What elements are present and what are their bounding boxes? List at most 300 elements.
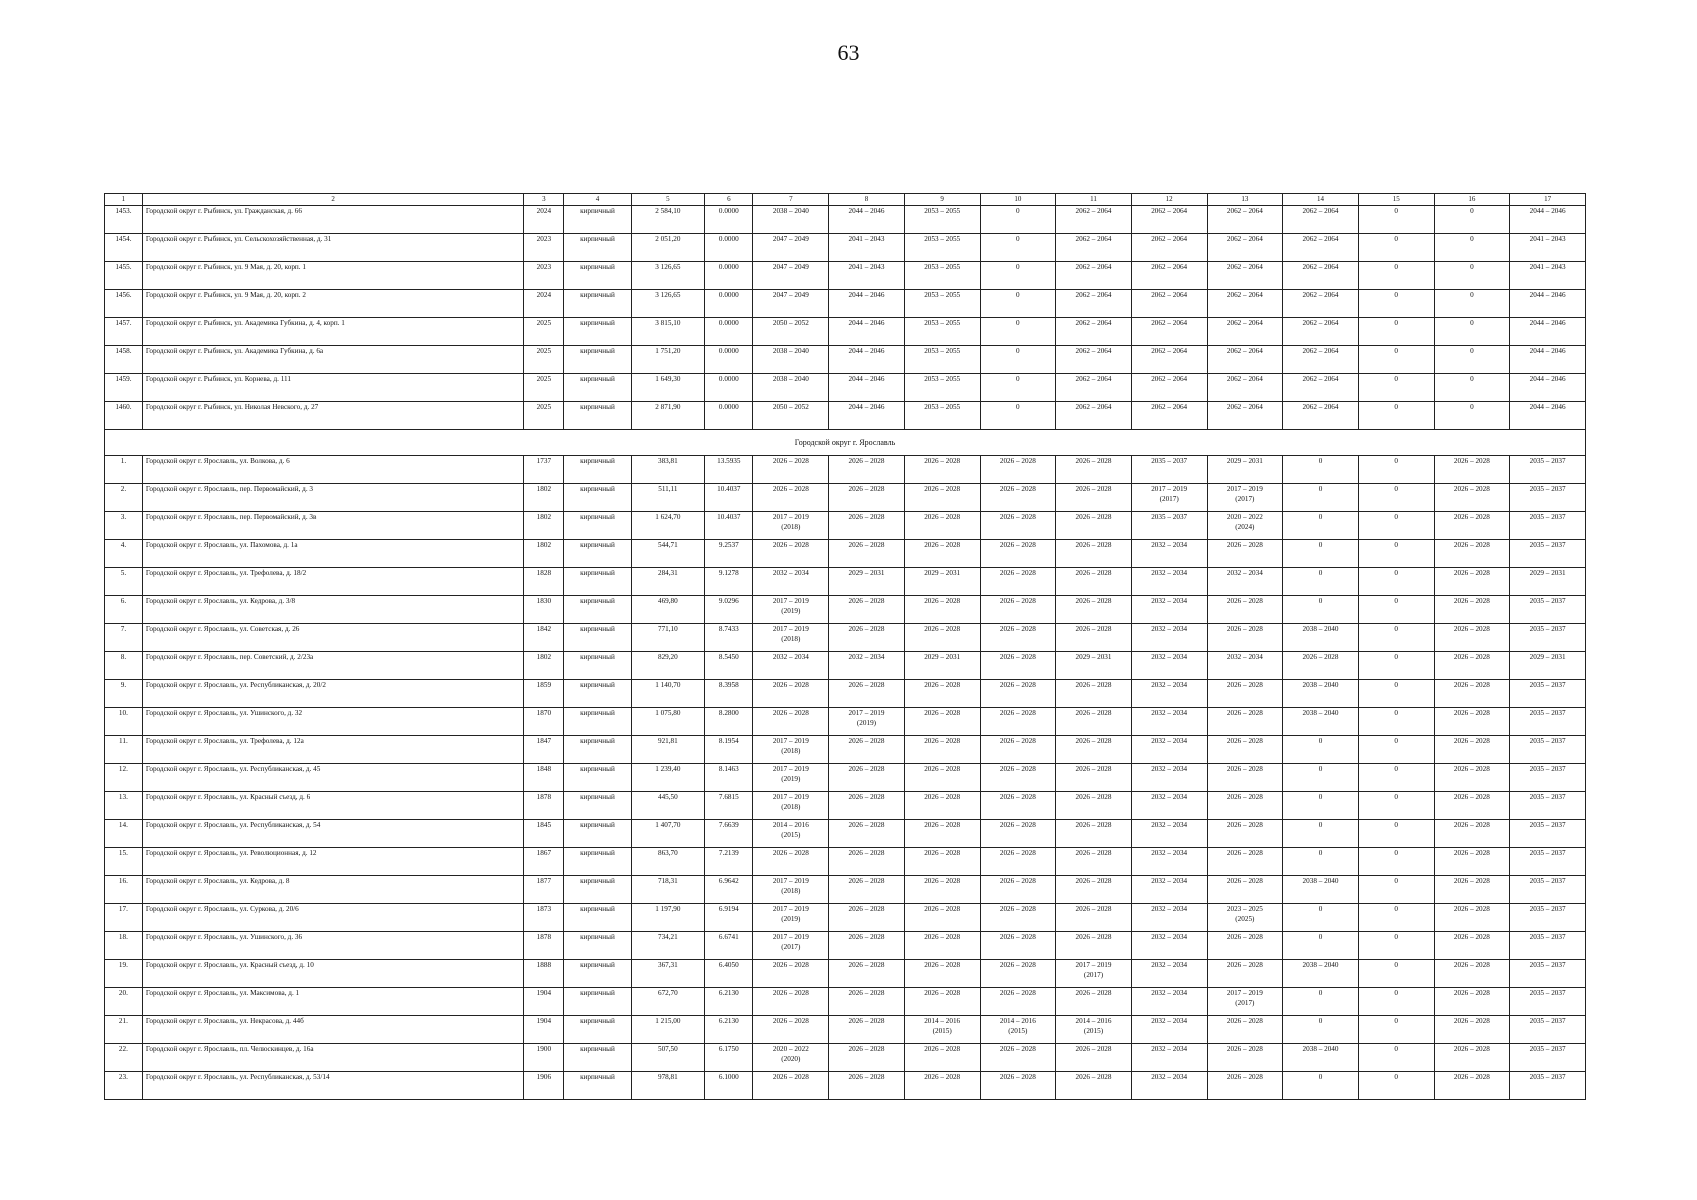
table-row — [105, 1016, 1586, 1044]
table-cell: 1737 — [524, 456, 564, 484]
table-cell: 0 — [1358, 568, 1434, 596]
table-cell: 2026 – 2028 — [1434, 568, 1510, 596]
table-cell: 2062 – 2064 — [1131, 234, 1207, 262]
table-cell: 2026 – 2028 — [1434, 988, 1510, 1016]
table-cell: 0 — [1358, 262, 1434, 290]
table-cell: 2053 – 2055 — [904, 234, 980, 262]
table-cell: 2026 – 2028 — [1207, 820, 1283, 848]
table-cell: 2041 – 2043 — [1510, 234, 1586, 262]
table-cell: 2032 – 2034 — [1131, 764, 1207, 792]
table-cell: 2026 – 2028 — [829, 484, 905, 512]
table-cell: 2026 – 2028 — [1056, 988, 1132, 1016]
row-index-cell: 17. — [105, 904, 143, 932]
table-cell: 2026 – 2028 — [980, 848, 1056, 876]
table-cell: 2026 – 2028 — [1056, 512, 1132, 540]
table-cell: 2026 – 2028 — [980, 876, 1056, 904]
row-index-cell: 16. — [105, 876, 143, 904]
table-cell: кирпичный — [564, 596, 631, 624]
table-cell: 2026 – 2028 — [1283, 652, 1359, 680]
table-cell: 2053 – 2055 — [904, 318, 980, 346]
table-cell: 2026 – 2028 — [1207, 736, 1283, 764]
table-cell: 2026 – 2028 — [753, 988, 829, 1016]
table-cell: 2026 – 2028 — [1434, 484, 1510, 512]
table-cell: 2026 – 2028 — [1434, 680, 1510, 708]
table-cell: 0 — [1358, 1044, 1434, 1072]
table-cell: кирпичный — [564, 456, 631, 484]
table-cell: 2026 – 2028 — [1434, 792, 1510, 820]
table-cell: 2026 – 2028 — [753, 540, 829, 568]
table-cell: 2023 — [524, 262, 564, 290]
table-row — [105, 932, 1586, 960]
table-cell: 2035 – 2037 — [1131, 456, 1207, 484]
table-cell: 0 — [1358, 624, 1434, 652]
table-cell: 2038 – 2040 — [1283, 876, 1359, 904]
table-cell: 3 126,65 — [631, 290, 705, 318]
table-cell: 0 — [1434, 290, 1510, 318]
table-cell: 2017 – 2019 (2017) — [1207, 988, 1283, 1016]
table-cell: 2044 – 2046 — [1510, 318, 1586, 346]
table-cell: 1904 — [524, 988, 564, 1016]
table-cell: 8.7433 — [705, 624, 753, 652]
table-cell: 2029 – 2031 — [1510, 652, 1586, 680]
table-cell: 2062 – 2064 — [1131, 206, 1207, 234]
table-cell: кирпичный — [564, 1072, 631, 1100]
row-index-cell: 11. — [105, 736, 143, 764]
column-header-3: 3 — [524, 194, 564, 206]
table-cell: кирпичный — [564, 792, 631, 820]
table-row — [105, 960, 1586, 988]
table-row — [105, 708, 1586, 736]
table-cell: 1847 — [524, 736, 564, 764]
table-cell: 2026 – 2028 — [1434, 820, 1510, 848]
table-body — [105, 206, 1586, 1100]
table-cell: 2035 – 2037 — [1510, 540, 1586, 568]
address-cell: Городской округ г. Ярославль, ул. Волкова, д. 6 — [142, 456, 524, 484]
table-cell: 2035 – 2037 — [1510, 456, 1586, 484]
table-cell: 2062 – 2064 — [1207, 374, 1283, 402]
table-cell: 2026 – 2028 — [1056, 456, 1132, 484]
table-cell: 2026 – 2028 — [1056, 484, 1132, 512]
table-cell: 2026 – 2028 — [1056, 1044, 1132, 1072]
table-cell: 0 — [1358, 652, 1434, 680]
table-cell: 8.3958 — [705, 680, 753, 708]
row-index-cell: 22. — [105, 1044, 143, 1072]
table-cell: 2062 – 2064 — [1131, 402, 1207, 430]
table-cell: 2062 – 2064 — [1056, 262, 1132, 290]
table-cell: 2062 – 2064 — [1056, 346, 1132, 374]
table-cell: 2038 – 2040 — [1283, 960, 1359, 988]
table-cell: 2017 – 2019 (2017) — [753, 932, 829, 960]
address-cell: Городской округ г. Рыбинск, ул. Николая Невского, д. 27 — [142, 402, 524, 430]
table-cell: 1870 — [524, 708, 564, 736]
table-cell: 0 — [1358, 904, 1434, 932]
table-row — [105, 540, 1586, 568]
table-cell: 2032 – 2034 — [1131, 568, 1207, 596]
table-cell: 2020 – 2022 (2020) — [753, 1044, 829, 1072]
row-index-cell: 7. — [105, 624, 143, 652]
table-row — [105, 512, 1586, 540]
table-cell: 2029 – 2031 — [1207, 456, 1283, 484]
table-cell: 0 — [1283, 1072, 1359, 1100]
table-cell: 2025 — [524, 374, 564, 402]
table-cell: 2032 – 2034 — [1131, 932, 1207, 960]
table-row — [105, 792, 1586, 820]
address-cell: Городской округ г. Ярославль, пер. Первомайский, д. 3в — [142, 512, 524, 540]
table-cell: 0 — [1283, 792, 1359, 820]
housing-registry-table — [104, 193, 1586, 1100]
table-cell: кирпичный — [564, 318, 631, 346]
table-cell: 1 215,00 — [631, 1016, 705, 1044]
table-cell: 0 — [1358, 512, 1434, 540]
table-row — [105, 1044, 1586, 1072]
table-cell: 1845 — [524, 820, 564, 848]
table-cell: 2026 – 2028 — [980, 960, 1056, 988]
address-cell: Городской округ г. Ярославль, пер. Советский, д. 2/23а — [142, 652, 524, 680]
table-cell: кирпичный — [564, 652, 631, 680]
table-cell: кирпичный — [564, 680, 631, 708]
table-cell: 0 — [1434, 402, 1510, 430]
table-cell: 0 — [1358, 736, 1434, 764]
table-cell: 2062 – 2064 — [1056, 318, 1132, 346]
table-cell: 2032 – 2034 — [1131, 820, 1207, 848]
table-cell: 1848 — [524, 764, 564, 792]
table-cell: 2024 — [524, 206, 564, 234]
table-cell: 2026 – 2028 — [1056, 904, 1132, 932]
table-cell: 2025 — [524, 346, 564, 374]
table-cell: 2026 – 2028 — [904, 848, 980, 876]
table-cell: 507,50 — [631, 1044, 705, 1072]
table-cell: 2017 – 2019 (2018) — [753, 624, 829, 652]
table-cell: 2026 – 2028 — [980, 1072, 1056, 1100]
table-cell: 2026 – 2028 — [1207, 624, 1283, 652]
table-cell: 2026 – 2028 — [1056, 736, 1132, 764]
row-index-cell: 12. — [105, 764, 143, 792]
table-cell: 2026 – 2028 — [1434, 624, 1510, 652]
table-cell: 2026 – 2028 — [829, 540, 905, 568]
row-index-cell: 19. — [105, 960, 143, 988]
address-cell: Городской округ г. Ярославль, ул. Трефолева, д. 18/2 — [142, 568, 524, 596]
table-row — [105, 988, 1586, 1016]
table-row — [105, 764, 1586, 792]
table-cell: 7.6639 — [705, 820, 753, 848]
row-index-cell: 1455. — [105, 262, 143, 290]
table-cell: 2062 – 2064 — [1283, 402, 1359, 430]
table-cell: 2017 – 2019 (2017) — [1131, 484, 1207, 512]
table-cell: 2026 – 2028 — [1207, 540, 1283, 568]
table-cell: 2026 – 2028 — [1056, 792, 1132, 820]
table-cell: 2035 – 2037 — [1510, 1044, 1586, 1072]
table-cell: 2038 – 2040 — [1283, 1044, 1359, 1072]
table-cell: 2026 – 2028 — [904, 764, 980, 792]
table-cell: 0 — [1283, 736, 1359, 764]
table-cell: 2023 – 2025 (2025) — [1207, 904, 1283, 932]
table-cell: 1 075,80 — [631, 708, 705, 736]
table-cell: 2026 – 2028 — [904, 484, 980, 512]
table-cell: 2026 – 2028 — [829, 736, 905, 764]
table-cell: 2026 – 2028 — [980, 764, 1056, 792]
table-cell: 2026 – 2028 — [753, 484, 829, 512]
table-cell: 0 — [980, 262, 1056, 290]
table-cell: 2026 – 2028 — [1434, 876, 1510, 904]
table-cell: 2044 – 2046 — [1510, 346, 1586, 374]
table-cell: 2026 – 2028 — [1056, 708, 1132, 736]
table-cell: 2026 – 2028 — [753, 1072, 829, 1100]
row-index-cell: 18. — [105, 932, 143, 960]
table-cell: 0 — [1358, 596, 1434, 624]
table-cell: 0 — [1434, 234, 1510, 262]
column-header-2: 2 — [142, 194, 524, 206]
table-cell: 672,70 — [631, 988, 705, 1016]
table-row — [105, 680, 1586, 708]
table-cell: 2026 – 2028 — [829, 848, 905, 876]
table-cell: 0 — [1358, 318, 1434, 346]
table-cell: 2032 – 2034 — [1131, 792, 1207, 820]
table-cell: 2047 – 2049 — [753, 290, 829, 318]
table-cell: 2026 – 2028 — [1207, 876, 1283, 904]
table-cell: 2026 – 2028 — [1434, 736, 1510, 764]
table-cell: 2026 – 2028 — [1207, 1044, 1283, 1072]
table-cell: 1906 — [524, 1072, 564, 1100]
table-cell: 1802 — [524, 540, 564, 568]
table-cell: 2 584,10 — [631, 206, 705, 234]
table-cell: 2032 – 2034 — [1207, 652, 1283, 680]
table-cell: 0 — [1358, 1016, 1434, 1044]
table-cell: 2044 – 2046 — [1510, 402, 1586, 430]
table-cell: 1 407,70 — [631, 820, 705, 848]
table-cell: 2026 – 2028 — [980, 1044, 1056, 1072]
table-cell: 0 — [1358, 402, 1434, 430]
table-cell: 2062 – 2064 — [1131, 262, 1207, 290]
table-cell: 0.0000 — [705, 234, 753, 262]
table-cell: 2026 – 2028 — [753, 708, 829, 736]
table-cell: 2032 – 2034 — [1131, 540, 1207, 568]
table-cell: 6.2130 — [705, 1016, 753, 1044]
table-cell: 2029 – 2031 — [1510, 568, 1586, 596]
table-cell: 2026 – 2028 — [980, 512, 1056, 540]
table-cell: 2032 – 2034 — [1131, 988, 1207, 1016]
table-cell: 2026 – 2028 — [1056, 596, 1132, 624]
table-cell: 2062 – 2064 — [1131, 318, 1207, 346]
table-cell: 2026 – 2028 — [1207, 708, 1283, 736]
table-cell: кирпичный — [564, 512, 631, 540]
table-cell: 2025 — [524, 402, 564, 430]
table-cell: 10.4037 — [705, 512, 753, 540]
table-cell: 10.4037 — [705, 484, 753, 512]
address-cell: Городской округ г. Ярославль, ул. Пахомова, д. 1а — [142, 540, 524, 568]
table-cell: 2062 – 2064 — [1207, 318, 1283, 346]
table-cell: 2041 – 2043 — [1510, 262, 1586, 290]
table-cell: кирпичный — [564, 234, 631, 262]
table-cell: 2026 – 2028 — [1056, 764, 1132, 792]
table-cell: 2026 – 2028 — [753, 960, 829, 988]
table-cell: 0.0000 — [705, 402, 753, 430]
row-index-cell: 1457. — [105, 318, 143, 346]
table-cell: 2032 – 2034 — [1131, 960, 1207, 988]
table-cell: 2044 – 2046 — [829, 206, 905, 234]
table-cell: 0 — [1283, 512, 1359, 540]
table-cell: 0 — [1283, 820, 1359, 848]
table-cell: 2026 – 2028 — [1056, 1072, 1132, 1100]
table-cell: 2026 – 2028 — [753, 680, 829, 708]
table-cell: 1 624,70 — [631, 512, 705, 540]
table-cell: 2035 – 2037 — [1510, 932, 1586, 960]
column-header-13: 13 — [1207, 194, 1283, 206]
table-cell: 3 815,10 — [631, 318, 705, 346]
table-cell: кирпичный — [564, 904, 631, 932]
table-cell: 2023 — [524, 234, 564, 262]
table-cell: 2026 – 2028 — [1056, 540, 1132, 568]
table-cell: 0 — [1358, 484, 1434, 512]
row-index-cell: 9. — [105, 680, 143, 708]
table-cell: 718,31 — [631, 876, 705, 904]
table-cell: 2026 – 2028 — [1207, 792, 1283, 820]
table-cell: 2026 – 2028 — [980, 792, 1056, 820]
table-cell: 0 — [1434, 206, 1510, 234]
table-cell: 0.0000 — [705, 374, 753, 402]
row-index-cell: 1459. — [105, 374, 143, 402]
table-cell: 2025 — [524, 318, 564, 346]
table-cell: 2041 – 2043 — [829, 262, 905, 290]
table-cell: 0.0000 — [705, 206, 753, 234]
address-cell: Городской округ г. Ярославль, ул. Красный съезд, д. 10 — [142, 960, 524, 988]
table-cell: 1 140,70 — [631, 680, 705, 708]
table-row — [105, 374, 1586, 402]
table-cell: 2026 – 2028 — [904, 876, 980, 904]
column-header-9: 9 — [904, 194, 980, 206]
table-cell: 2026 – 2028 — [1434, 512, 1510, 540]
table-cell: 2026 – 2028 — [1207, 960, 1283, 988]
address-cell: Городской округ г. Ярославль, ул. Советская, д. 26 — [142, 624, 524, 652]
table-cell: 0 — [1358, 456, 1434, 484]
table-cell: 0 — [1283, 904, 1359, 932]
table-cell: 2062 – 2064 — [1283, 374, 1359, 402]
table-cell: 0 — [1434, 374, 1510, 402]
table-cell: 2026 – 2028 — [904, 540, 980, 568]
address-cell: Городской округ г. Рыбинск, ул. 9 Мая, д. 20, корп. 2 — [142, 290, 524, 318]
section-title: Городской округ г. Ярославль — [105, 430, 1586, 456]
table-cell: 2035 – 2037 — [1510, 848, 1586, 876]
address-cell: Городской округ г. Ярославль, пл. Челюскинцев, д. 16а — [142, 1044, 524, 1072]
table-cell: 2029 – 2031 — [829, 568, 905, 596]
table-cell: 2032 – 2034 — [829, 652, 905, 680]
table-cell: 2044 – 2046 — [829, 402, 905, 430]
table-cell: 2026 – 2028 — [904, 624, 980, 652]
page-number: 63 — [837, 40, 860, 65]
table-cell: 544,71 — [631, 540, 705, 568]
table-cell: 0 — [1358, 932, 1434, 960]
table-cell: 2020 – 2022 (2024) — [1207, 512, 1283, 540]
table-row — [105, 568, 1586, 596]
table-cell: 2032 – 2034 — [1131, 624, 1207, 652]
table-cell: кирпичный — [564, 820, 631, 848]
table-cell: 2032 – 2034 — [1131, 680, 1207, 708]
table-cell: кирпичный — [564, 540, 631, 568]
table-cell: 2026 – 2028 — [1434, 540, 1510, 568]
table-cell: 2026 – 2028 — [1207, 848, 1283, 876]
table-cell: 2026 – 2028 — [980, 624, 1056, 652]
table-cell: 6.1000 — [705, 1072, 753, 1100]
table-cell: 0 — [980, 234, 1056, 262]
table-cell: 2032 – 2034 — [1131, 596, 1207, 624]
table-cell: 2026 – 2028 — [980, 596, 1056, 624]
table-cell: 2038 – 2040 — [1283, 624, 1359, 652]
column-header-5: 5 — [631, 194, 705, 206]
table-cell: 0 — [1358, 960, 1434, 988]
address-cell: Городской округ г. Ярославль, ул. Ушинского, д. 36 — [142, 932, 524, 960]
table-row — [105, 206, 1586, 234]
table-cell: 0 — [1358, 206, 1434, 234]
table-cell: 2053 – 2055 — [904, 290, 980, 318]
table-row — [105, 346, 1586, 374]
table-row — [105, 624, 1586, 652]
table-cell: 7.6815 — [705, 792, 753, 820]
table-cell: 2038 – 2040 — [753, 346, 829, 374]
column-header-8: 8 — [829, 194, 905, 206]
table-cell: 9.0296 — [705, 596, 753, 624]
table-cell: 2044 – 2046 — [1510, 206, 1586, 234]
table-cell: 2026 – 2028 — [980, 652, 1056, 680]
table-cell: кирпичный — [564, 736, 631, 764]
table-cell: 8.5450 — [705, 652, 753, 680]
column-number-header-row — [105, 194, 1586, 206]
table-cell: 2014 – 2016 (2015) — [1056, 1016, 1132, 1044]
table-cell: 2026 – 2028 — [753, 848, 829, 876]
row-index-cell: 20. — [105, 988, 143, 1016]
table-cell: 2026 – 2028 — [829, 456, 905, 484]
table-row — [105, 290, 1586, 318]
table-cell: 1802 — [524, 484, 564, 512]
table-cell: 2044 – 2046 — [829, 346, 905, 374]
table-row — [105, 1072, 1586, 1100]
table-cell: 2014 – 2016 (2015) — [904, 1016, 980, 1044]
table-cell: 2032 – 2034 — [753, 568, 829, 596]
table-cell: 1873 — [524, 904, 564, 932]
table-cell: 2032 – 2034 — [1131, 1044, 1207, 1072]
table-row — [105, 904, 1586, 932]
table-cell: 2062 – 2064 — [1131, 290, 1207, 318]
table-row — [105, 484, 1586, 512]
table-cell: 2035 – 2037 — [1510, 596, 1586, 624]
table-cell: 2062 – 2064 — [1056, 234, 1132, 262]
table-cell: 0 — [1358, 1072, 1434, 1100]
table-cell: 511,11 — [631, 484, 705, 512]
table-cell: 0 — [980, 290, 1056, 318]
table-cell: 2014 – 2016 (2015) — [980, 1016, 1056, 1044]
table-cell: 0 — [1358, 848, 1434, 876]
table-cell: 2029 – 2031 — [904, 568, 980, 596]
table-row — [105, 402, 1586, 430]
table-cell: 0 — [980, 402, 1056, 430]
table-cell: 2044 – 2046 — [829, 290, 905, 318]
table-cell: 2014 – 2016 (2015) — [753, 820, 829, 848]
column-header-4: 4 — [564, 194, 631, 206]
table-cell: 2026 – 2028 — [829, 820, 905, 848]
table-cell: 2062 – 2064 — [1283, 262, 1359, 290]
table-cell: 2062 – 2064 — [1131, 374, 1207, 402]
row-index-cell: 1453. — [105, 206, 143, 234]
table-cell: 978,81 — [631, 1072, 705, 1100]
table-cell: 2035 – 2037 — [1510, 820, 1586, 848]
address-cell: Городской округ г. Ярославль, ул. Республиканская, д. 45 — [142, 764, 524, 792]
table-cell: 0 — [1434, 262, 1510, 290]
table-cell: кирпичный — [564, 932, 631, 960]
table-cell: 2026 – 2028 — [1434, 1016, 1510, 1044]
row-index-cell: 1456. — [105, 290, 143, 318]
table-cell: 2026 – 2028 — [1434, 904, 1510, 932]
table-cell: 1828 — [524, 568, 564, 596]
address-cell: Городской округ г. Ярославль, ул. Ушинского, д. 32 — [142, 708, 524, 736]
table-cell: 0 — [1283, 764, 1359, 792]
